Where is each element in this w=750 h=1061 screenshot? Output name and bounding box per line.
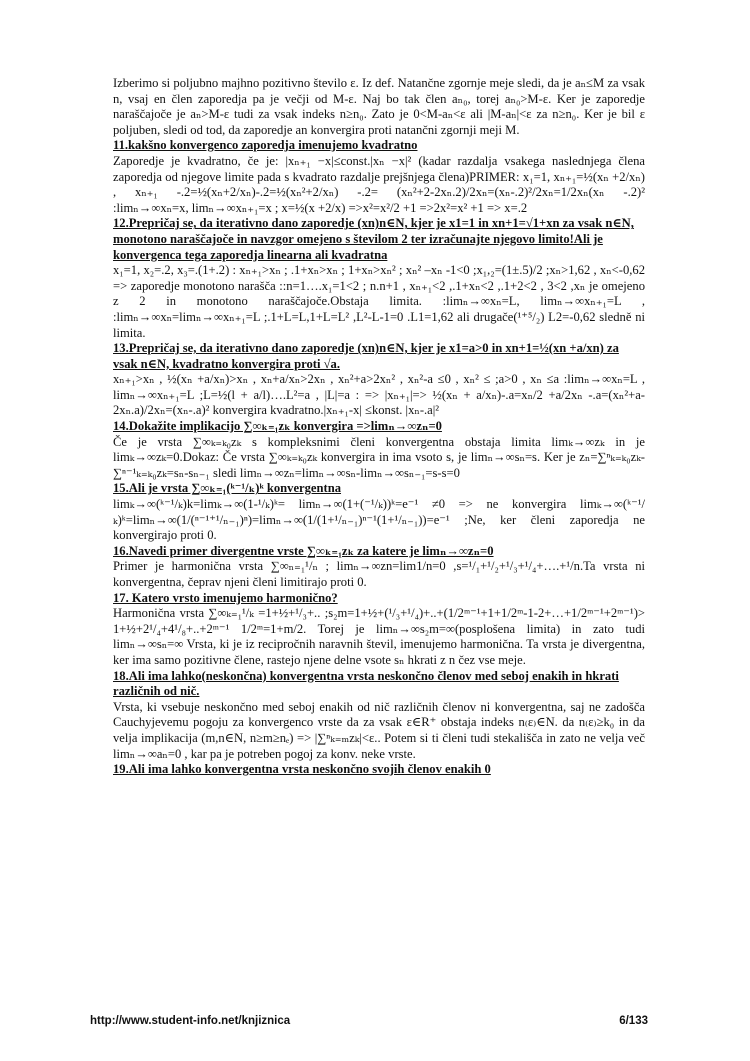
- body-paragraph: Zaporedje je kvadratno, če je: |xₙ₊₁ −x|≤const.|xₙ −x|² (kadar razdalja vsakega naslednjega člena zaporedja od njegove limite pada s kvadrato razdalje prejšnjega člena)PRIMER: x₁=1, xₙ₊₁=½(xₙ +2/xₙ) , xₙ₊₁ -.2=½(xₙ+2/xₙ)-.2=½(xₙ²+2/xₙ) -.2= (xₙ²+2-2xₙ.2)/2xₙ=(xₙ-.2)²/2xₙ=1/2xₙ(xₙ -.2)² :limₙ→∞xₙ=x, limₙ→∞xₙ₊₁=x ; x=½(x +2/x) =>x²=x²/2 +1 =>2x²=x² +1 => x=.2: [113, 153, 645, 215]
- body-paragraph: Vrsta, ki vsebuje neskončno med seboj enakih od nič različnih členov ni konvergentna, saj ne zadošča Cauchyjevemu pogoju za konvergenco vrste da za vsak ε∈R⁺ obstaja indeks n₍ε₎∈N. da n₍ε₎≥k₀ in da velja implikacija (m,n∈N, n≥m≥nₑ) => |∑ⁿₖ₌ₘzₖ|<ε.. Potem si ti členi tudi stekališča in zato ne velja več limₙ→∞aₙ=0 , kar pa je potreben pogoj za konv. neke vrste.: [113, 699, 645, 761]
- question-heading: 12.Prepričaj se, da iterativno dano zaporedje (xn)n∈N, kjer je x1=1 in xn+1=√1+xn za vsak n∈N, monotono naraščajoče in navzgor omejeno s številom 2 ter izračunajte njegovo limito!Ali je konvergenca tega zaporedja linearna ali kvadratna: [113, 216, 634, 262]
- body-paragraph: xₙ₊₁>xₙ , ½(xₙ +a/xₙ)>xₙ , xₙ+a/xₙ>2xₙ , xₙ²+a>2xₙ² , xₙ²-a ≤0 , xₙ² ≤ ;a>0 , xₙ ≤a :limₙ→∞xₙ=L , limₙ→∞xₙ₊₁=L ;L=½(l + a/l)….L²=a , |L|=a : => |xₙ₊₁|=> ½(xₙ + a/xₙ)-.a=xₙ/2 +a/2xₙ -.a=(xₙ²+a-2xₙ.a)/2xₙ=(xₙ-.a)² konvergira kvadratno.|xₙ₊₁-x| ≤konst. |xₙ-.a|²: [113, 372, 645, 418]
- question-heading: 15.Ali je vrsta ∑∞ₖ₌₁(ᵏ⁻¹/ₖ)ᵏ konvergentna: [113, 481, 342, 496]
- question-heading: 16.Navedi primer divergentne vrste ∑∞ₖ₌₁zₖ za katere je limₙ→∞zₙ=0: [113, 543, 494, 558]
- body-paragraph: Primer je harmonična vrsta ∑∞ₙ₌₁¹/ₙ ; limₙ→∞zn=lim1/n=0 ,s=¹/₁+¹/₂+¹/₃+¹/₄+….+¹/n.Ta vrsta ni konvergentna, čeprav njeni členi limitirajo proti 0.: [113, 559, 645, 589]
- page-body: [113, 76, 645, 778]
- question-heading: 13.Prepričaj se, da iterativno dano zaporedje (xn)n∈N, kjer je x1=a>0 in xn+1=½(xn +a/xn) za vsak n∈N, kvadratno konvergira proti √a.: [113, 341, 619, 371]
- footer-url[interactable]: http://www.student-info.net/knjiznica: [90, 1015, 291, 1027]
- question-heading: 17. Katero vrsto imenujemo harmonično?: [113, 590, 338, 605]
- question-heading: 11.kakšno konvergenco zaporedja imenujemo kvadratno: [113, 138, 418, 153]
- question-heading: 19.Ali ima lahko konvergentna vrsta neskončno svojih členov enakih 0: [113, 762, 491, 777]
- body-paragraph: Če je vrsta ∑∞ₖ₌ₖ₀zₖ s kompleksnimi členi konvergentna obstaja limita limₖ→∞zₖ in je limₖ→∞zₖ=0.Dokaz: Če vrsta ∑∞ₖ₌ₖ₀zₖ konvergira in ima vsoto s, je limₙ→∞sₙ=s. Ker je zₙ=∑ⁿₖ₌ₖ₀zₖ-∑ⁿ⁻¹ₖ₌ₖ₀zₖ=sₙ-sₙ₋₁ sledi limₙ→∞zₙ=limₙ→∞sₙ-limₙ→∞sₙ₋₁=s-s=0: [113, 434, 645, 480]
- body-paragraph: Izberimo si poljubno majhno pozitivno število ε. Iz def. Natančne zgornje meje sledi, da je aₙ≤M za vsak n, vsaj en člen zaporedja pa je večji od M-ε. Naj bo tak člen aₙ₀, torej aₙ₀>M-ε. Ker je zaporedje naraščajoče je aₙ>M-ε tudi za vsak indeks n≥n₀. Zato je 0<M-aₙ<ε ali |M-aₙ|<ε za n≥n₀. Ker je bil ε poljuben, sledi od tod, da zaporedje an konvergira proti natančni zgornji meji M.: [113, 76, 645, 137]
- body-paragraph: Harmonična vrsta ∑∞ₖ₌₁¹/ₖ =1+½+¹/₃+.. ;s₂m=1+½+(¹/₃+¹/₄)+..+(1/2ᵐ⁻¹+1+1/2ᵐ-1-2+…+1/2ᵐ⁻¹+2ᵐ⁻¹)> 1+½+2¹/₄+4¹/₈+..+2ᵐ⁻¹ 1/2ᵐ=1+m/2. Torej je limₙ→∞s₂m=∞(posplošena limita) in zato tudi limₙ→∞sₙ=∞ Vrsta, ki je iz recipročnih naravnih števil, imenujemo harmonična. Ta vrsta je divergentna, ker ima samo pozitivne člene, rastejo njene delne vsote sₙ hkrati z n čez vse meje.: [113, 606, 645, 667]
- question-heading: 14.Dokažite implikacijo ∑∞ₖ₌₁zₖ konvergira =>limₙ→∞zₙ=0: [113, 419, 442, 434]
- body-paragraph: x₁=1, x₂=.2, x₃=.(1+.2) : xₙ₊₁>xₙ ; .1+xₙ>xₙ ; 1+xₙ>xₙ² ; xₙ² –xₙ -1<0 ;x₁,₂=(1±.5)/2 ;xₙ>1,62 , xₙ<-0,62 => zaporedje monotono narašča ::n=1….x₁=1<2 ; n.n+1 , xₙ₊₁<2 ,.1+xₙ<2 ,.1+2<2 , 3<2 ,xₙ je omejeno z 2 in monotono naraščajoče.Obstaja limita. :limₙ→∞xₙ=L, limₙ→∞xₙ₊₁=L , :limₙ→∞xₙ=limₙ→∞xₙ₊₁=L ;.1+L=L,1+L=L² ,L²-L-1=0 .L1=1,62 ali drugače(¹⁺⁵/₂) L2=-0,62 sledně ni limita.: [113, 263, 645, 340]
- page-footer: [90, 1015, 648, 1027]
- body-paragraph: limₖ→∞(ᵏ⁻¹/ₖ)k=limₖ→∞(1-¹/ₖ)ᵏ= limₙ→∞(1+(⁻¹/ₖ))ᵏ=e⁻¹ ≠0 => ne konvergira limₖ→∞(ᵏ⁻¹/ₖ)ᵏ=limₙ→∞(1/(ⁿ⁻¹⁺¹/ₙ₋₁)ⁿ)=limₙ→∞(1/(1+¹/ₙ₋₁)ⁿ⁻¹(1+¹/ₙ₋₁))=e⁻¹ ;Ne, ker členi zaporedja ne konvergirajo proti 0.: [113, 497, 645, 543]
- question-heading: 18.Ali ima lahko(neskončna) konvergentna vrsta neskončno členov med seboj enakih in hkrati različnih od nič.: [113, 668, 619, 699]
- page-number: 6/133: [619, 1015, 648, 1027]
